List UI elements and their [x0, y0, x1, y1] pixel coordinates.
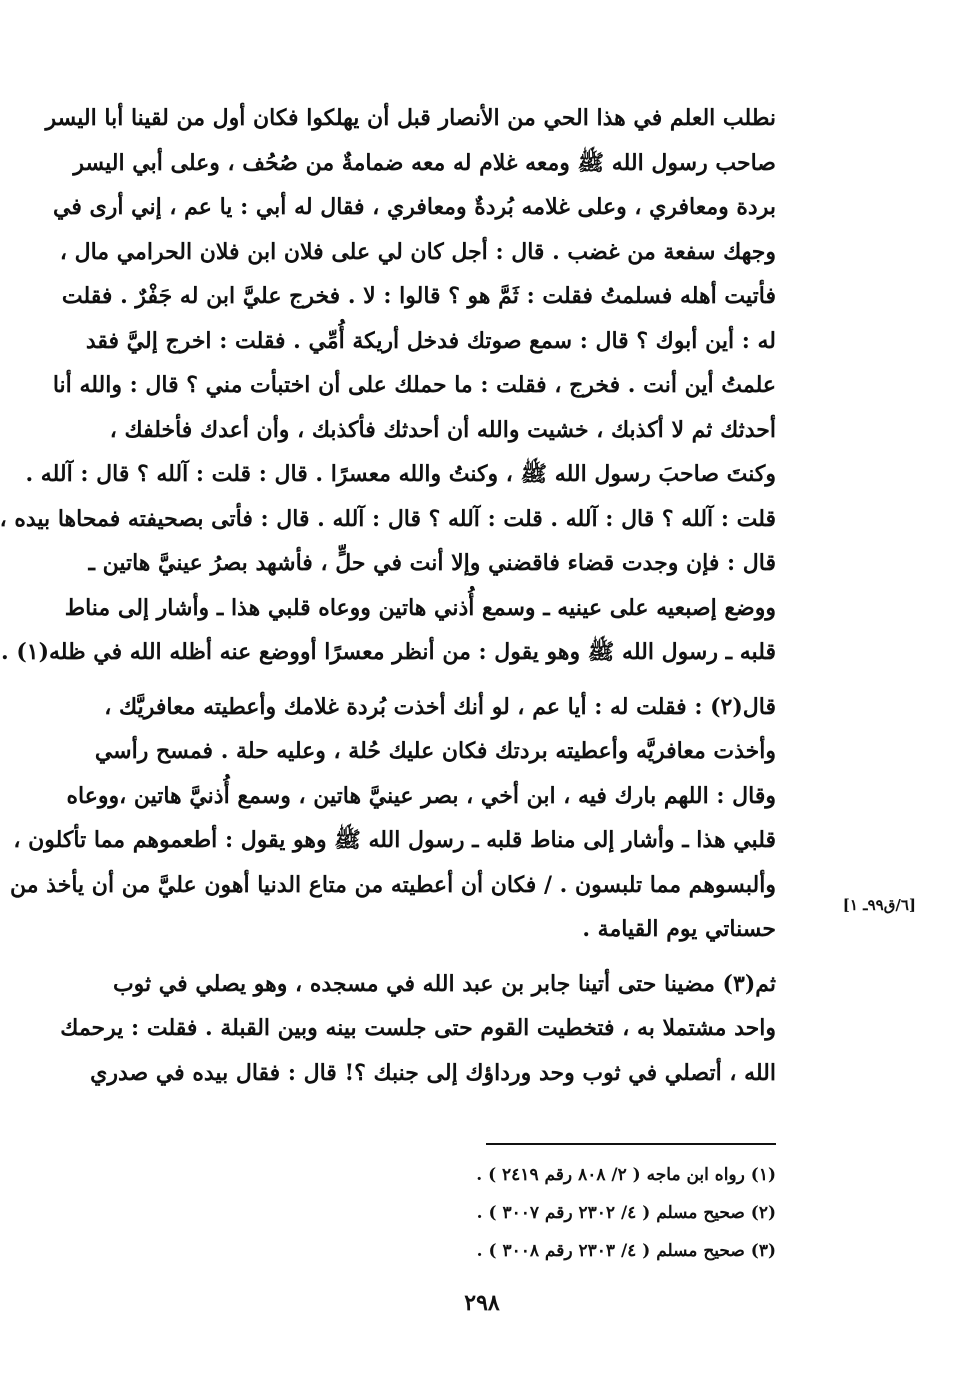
page-number: ٢٩٨	[464, 1290, 500, 1316]
text-line: فأتيت أهله فسلمتُ فقلت : ثَمَّ هو ؟ قالوا : لا . فخرج عليَّ ابن له جَفْرٌ . فقلت	[61, 283, 776, 309]
text-line: قلبه ـ رسول الله ﷺ وهو يقول : من أنظر معسرًا أووضع عنه أظله الله في ظله(١) .	[1, 639, 776, 665]
text-line: ثم(٣) مضينا حتى أتينا جابر بن عبد الله في مسجده ، وهو يصلي في ثوب	[112, 970, 776, 997]
text-line: صاحب رسول الله ﷺ ومعه غلام له معه ضمامةٌ من صُحُف ، وعلى أبي اليسر	[73, 149, 776, 176]
text-line: وقال : اللهم بارك فيه ، ابن أخي ، بصر عينيَّ هاتين ، وسمع أُذنيَّ هاتين ،ووعاه	[66, 782, 776, 809]
main-text	[0, 96, 776, 1095]
text-line: وكنتَ صاحبَ رسول الله ﷺ ، وكنتُ والله معسرًا . قال : قلت : آلله ؟ قال : آلله .	[25, 461, 776, 487]
text-line: وألبسوهم مما تلبسون . / فكان أن أعطيته من متاع الدنيا أهون عليَّ من أن يأخذ من	[9, 871, 776, 898]
manuscript-folio-note: [٦/ق٩٩ـ ١]	[842, 896, 916, 914]
footnotes	[340, 1156, 776, 1270]
text-line: وأخذت معافريَّه وأعطيته بردتك فكان عليك حُلة ، وعليه حلة . فمسح رأسي	[94, 738, 776, 764]
text-line: قلت : آلله ؟ قال : آلله . قلت : آلله ؟ قال : آلله . قال : فأتى بصحيفته فمحاها بيده ،	[0, 505, 776, 532]
text-line: له : أين أبوك ؟ قال : سمع صوتك فدخل أريكة أُمِّي . فقلت : اخرج إليَّ فقد	[85, 327, 776, 354]
text-line: ووضع إصبعيه على عينيه ـ وسمع أُذني هاتين ووعاه قلبي هذا ـ وأشار إلى مناط	[64, 594, 776, 621]
text-line: حسناتي يوم القيامة .	[582, 916, 776, 942]
text-line: وجهك سفعة من غضب . قال : أجل كان لي على فلان ابن فلان الحرامي مال ،	[59, 238, 776, 265]
text-line: نطلب العلم في هذا الحي من الأنصار قبل أن يهلكوا فكان أول من لقينا أبا اليسر	[45, 105, 776, 131]
paragraph-gap	[40, 675, 776, 685]
text-line: علمتُ أين أنت . فخرج ، فقلت : ما حملك على أن اختبأت مني ؟ قال : والله أنا	[52, 372, 776, 398]
footnote: (٢) صحيح مسلم ( ٤/ ٢٣٠٢ رقم ٣٠٠٧ ) .	[476, 1203, 776, 1223]
footnote: (١) رواه ابن ماجه ( ٢/ ٨٠٨ رقم ٢٤١٩ ) .	[476, 1165, 776, 1185]
text-line: بردة ومعافري ، وعلى غلامه بُردةٌ ومعافري ، فقال له أبي : يا عم ، إني أرى في	[53, 194, 776, 220]
paragraph-gap	[40, 952, 776, 962]
text-line: الله ، أتصلي في ثوب وحد ورداؤك إلى جنبك ؟! قال : فقال بيده في صدري	[90, 1059, 776, 1086]
text-line: واحد مشتملا به ، فتخطيت القوم حتى جلست بينه وبين القبلة . فقلت : يرحمك	[60, 1015, 776, 1041]
text-line: قال(٢) : فقلت له : أيا عم ، لو أنك أخذت بُردة غلامك وأعطيته معافريَّك ،	[104, 693, 776, 720]
footnote-separator	[486, 1143, 776, 1145]
text-line: قلبي هذا ـ وأشار إلى مناط قلبه ـ رسول الله ﷺ وهو يقول : أطعموهم مما تأكلون ،	[13, 827, 776, 853]
footnote: (٣) صحيح مسلم ( ٤/ ٢٣٠٣ رقم ٣٠٠٨ ) .	[476, 1241, 776, 1261]
text-line: أحدثك ثم لا أكذبك ، خشيت والله أن أحدثك فأكذبك ، وأن أعدك فأخلفك ،	[109, 416, 776, 443]
text-line: قال : فإن وجدت قضاء فاقضني وإلا أنت في حلٍّ ، فأشهد بصرُ عينيَّ هاتين ـ	[88, 550, 776, 576]
